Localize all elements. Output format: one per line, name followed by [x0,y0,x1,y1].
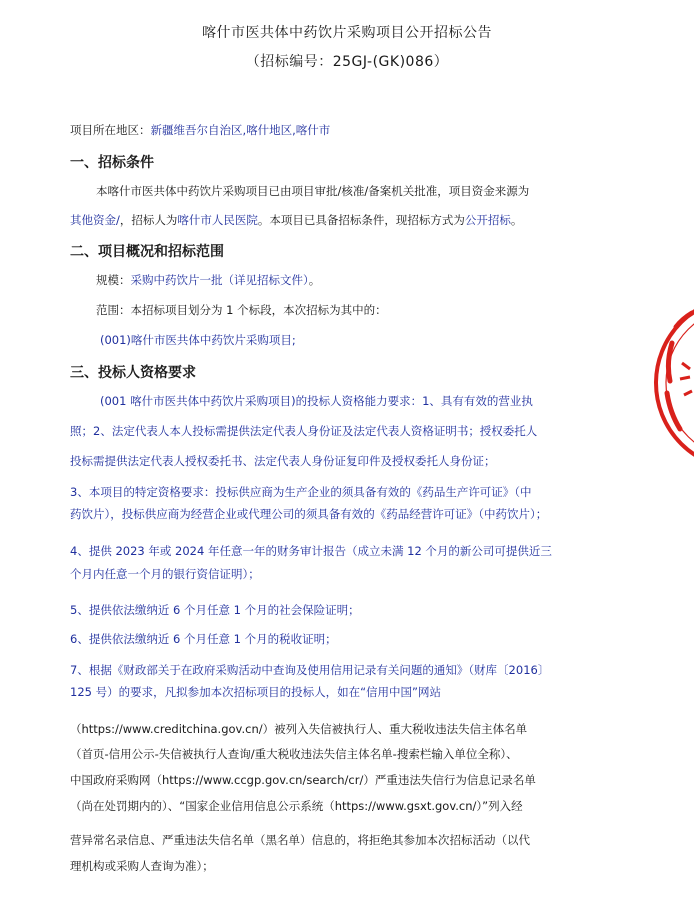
section-1-text: ，招标人为 [119,213,178,227]
req-7-line-8: 理机构或采购人查询为准）； [70,859,214,873]
req-4-line-2: 个月内任意一个月的银行资信证明）； [70,567,260,581]
section-1-heading: 一、招标条件 [70,155,154,171]
req-6: 6、提供依法缴纳近 6 个月任意 1 个月的税收证明； [70,632,337,646]
scope-line: 范围：本招标项目划分为 1 个标段，本次招标为其中的： [96,303,387,317]
fund-source: 其他资金/ [70,213,120,227]
page-title: 喀什市医共体中药饮片采购项目公开招标公告 [202,25,492,41]
tenderer-name: 喀什市人民医院 [177,213,258,227]
project-location [70,122,330,138]
section-1-line-1: 本喀什市医共体中药饮片采购项目已由项目审批/核准/备案机关批准，项目资金来源为 [96,184,530,198]
scale-value: 采购中药饮片一批（详见招标文件） [130,273,309,287]
location-value: 新疆维吾尔自治区,喀什地区,喀什市 [150,123,331,137]
req-7-line-3: （https://www.creditchina.gov.cn/）被列入失信被执行人、重大税收违法失信主体名单 [70,722,528,736]
section-1-line-2 [70,212,522,228]
tender-code-suffix: ） [433,54,449,70]
req-7-line-7: 营异常名录信息、严重违法失信名单（黑名单）信息的，将拒绝其参加本次招标活动（以代 [70,833,530,847]
req-line-2: 照；2、法定代表人本人投标需提供法定代表人身份证及法定代表人资格证明书；授权委托人 [70,424,538,438]
section-1-end: 。 [510,213,523,227]
tender-method: 公开招标 [464,213,511,227]
tender-code-prefix: （招标编号： [245,54,333,70]
section-1-text-2: 。本项目已具备招标条件，现招标方式为 [257,213,465,227]
scale-label: 规模： [96,273,131,287]
req-7-line-1: 7、根据《财政部关于在政府采购活动中查询及使用信用记录有关问题的通知》（财库〔2016〕 [70,663,550,677]
req-line-3: 投标需提供法定代表人授权委托书、法定代表人身份证复印件及授权委托人身份证； [70,454,496,468]
req-4-line-1: 4、提供 2023 年或 2024 年任意一年的财务审计报告（成立未满 12 个月的新公司可提供近三 [70,544,552,558]
req-line-1 [100,393,533,409]
req-7-line-5: 中国政府采购网（https://www.ccgp.gov.cn/search/cr/）严重违法失信行为信息记录名单 [70,773,536,787]
section-2-heading: 二、项目概况和招标范围 [70,244,224,260]
req-3-line-1: 3、本项目的特定资格要求：投标供应商为生产企业的须具备有效的《药品生产许可证》（中 [70,485,532,499]
tender-code [0,51,694,71]
req-5: 5、提供依法缴纳近 6 个月任意 1 个月的社会保险证明； [70,603,360,617]
lot-line: (001)喀什市医共体中药饮片采购项目; [100,333,296,347]
scale-line [96,272,320,288]
req-7-line-2: 125 号）的要求，凡拟参加本次招标项目的投标人，如在“信用中国”网站 [70,685,442,699]
req-7-line-4: （首页-信用公示-失信被执行人查询/重大税收违法失信主体名单-搜索栏输入单位全称）、 [70,747,518,761]
scale-end: 。 [308,273,321,287]
req-7-line-6: （尚在处罚期内的）、“国家企业信用信息公示系统（https://www.gsxt.gov.cn/）”列入经 [70,799,523,813]
section-3-heading: 三、投标人资格要求 [70,365,196,381]
req-lot-name: (001 喀什市医共体中药饮片采购项目) [100,394,296,408]
req-3-line-2: 药饮片），投标供应商为经营企业或代理公司的须具备有效的《药品经营许可证》（中药饮片）； [70,507,548,521]
req-line-1-text: 的投标人资格能力要求：1、具有有效的营业执 [295,394,533,408]
tender-code-value: 25GJ-(GK)086 [332,54,434,70]
red-official-seal-icon [652,283,694,483]
location-label: 项目所在地区： [70,123,151,137]
